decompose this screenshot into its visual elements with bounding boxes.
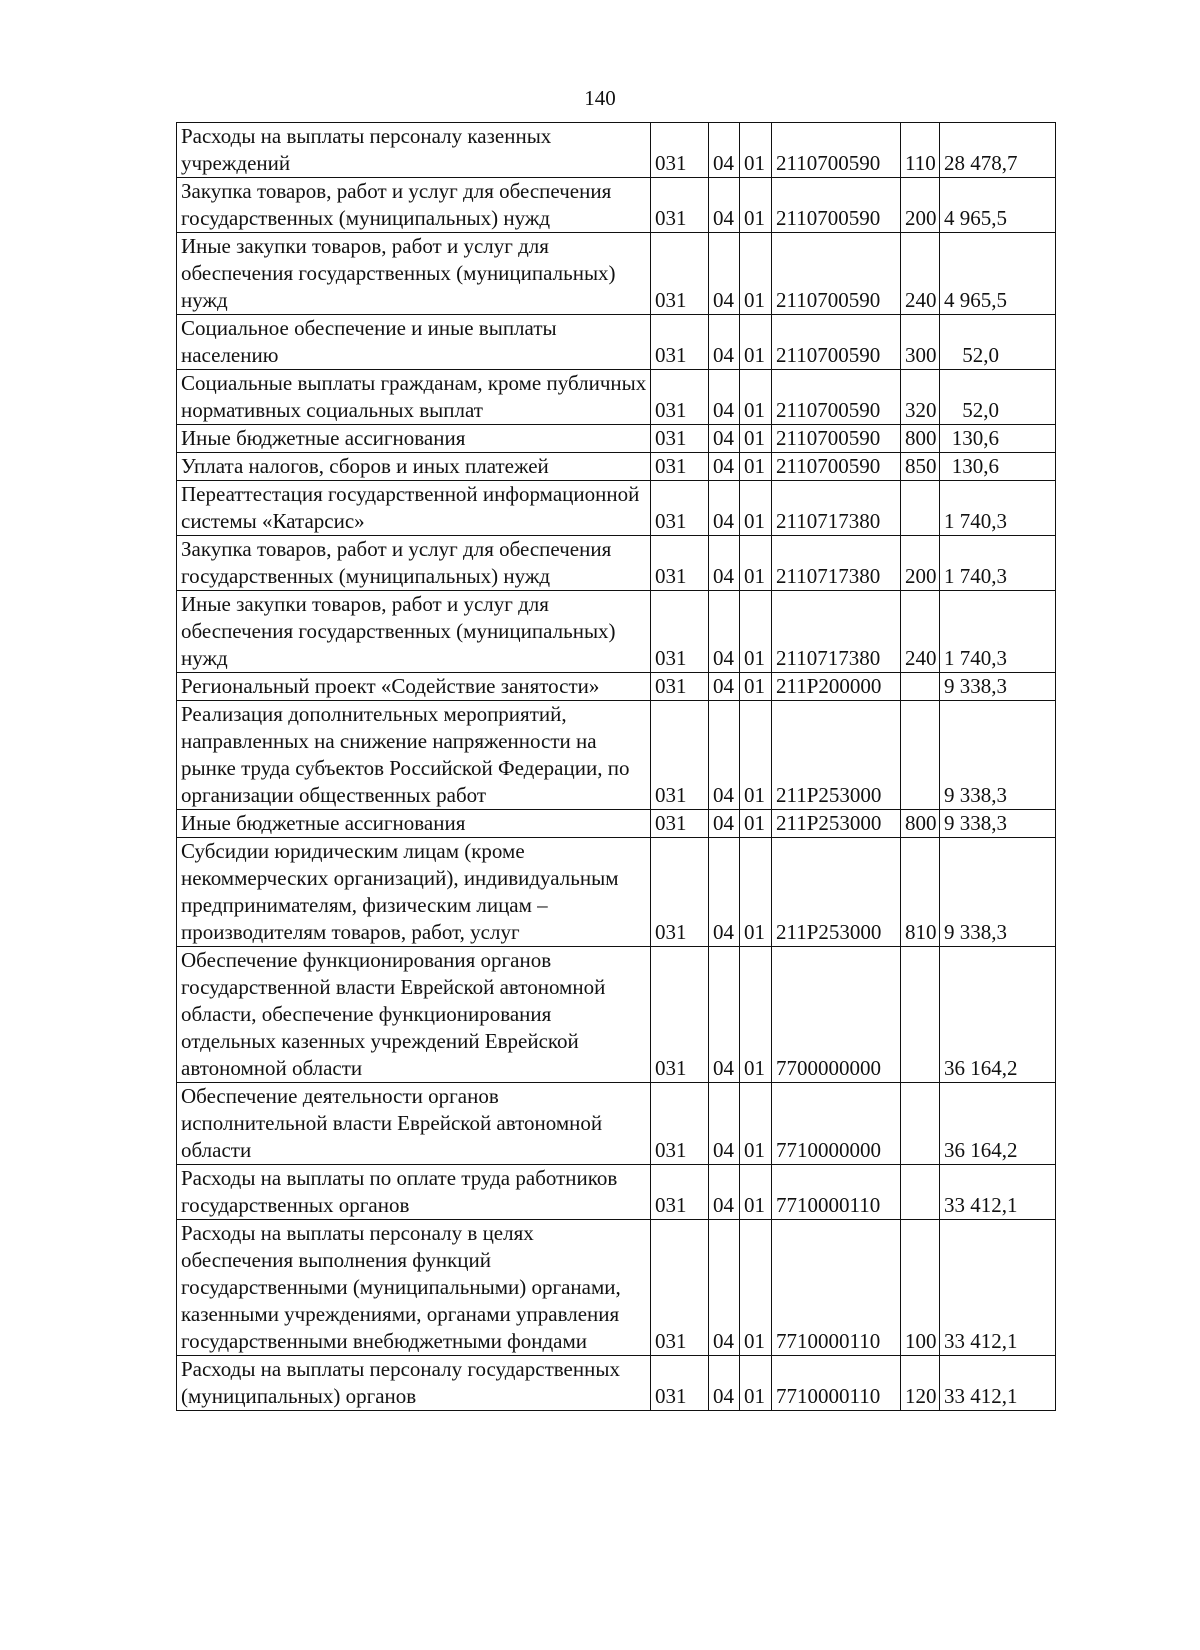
row-sum-cell: 4 965,5	[940, 178, 1056, 233]
row-csr-cell: 211P200000	[772, 673, 901, 701]
row-vr-cell: 120	[901, 1356, 940, 1411]
page-number: 140	[584, 86, 616, 110]
row-vr-cell	[901, 673, 940, 701]
row-vr-cell: 800	[901, 810, 940, 838]
row-sum-cell: 33 412,1	[940, 1165, 1056, 1220]
row-rz-cell: 04	[709, 1220, 740, 1356]
row-csr-cell: 2110700590	[772, 425, 901, 453]
row-sum-cell: 9 338,3	[940, 673, 1056, 701]
row-pr-cell: 01	[740, 1083, 772, 1165]
row-vr-cell: 850	[901, 453, 940, 481]
row-rz-cell: 04	[709, 481, 740, 536]
row-pr-cell: 01	[740, 810, 772, 838]
row-name-cell: Региональный проект «Содействие занятости»	[177, 673, 651, 701]
row-csr-cell: 2110700590	[772, 123, 901, 178]
row-name-cell: Закупка товаров, работ и услуг для обеспечения государственных (муниципальных) нужд	[177, 536, 651, 591]
row-pr-cell: 01	[740, 1356, 772, 1411]
row-csr-cell: 211P253000	[772, 701, 901, 810]
row-pr-cell: 01	[740, 947, 772, 1083]
row-rz-cell: 04	[709, 591, 740, 673]
row-pr-cell: 01	[740, 1165, 772, 1220]
row-sum-cell: 1 740,3	[940, 591, 1056, 673]
row-pr-cell: 01	[740, 1220, 772, 1356]
row-pr-cell: 01	[740, 481, 772, 536]
row-csr-cell: 211P253000	[772, 810, 901, 838]
row-sum-cell: 33 412,1	[940, 1356, 1056, 1411]
row-name-cell: Иные бюджетные ассигнования	[177, 810, 651, 838]
row-name-cell: Социальные выплаты гражданам, кроме публичных нормативных социальных выплат	[177, 370, 651, 425]
table-row	[177, 673, 1056, 701]
row-pr-cell: 01	[740, 315, 772, 370]
row-csr-cell: 2110700590	[772, 178, 901, 233]
row-csr-cell: 2110717380	[772, 536, 901, 591]
budget-table-body	[177, 123, 1056, 1411]
row-ved-cell: 031	[651, 315, 709, 370]
row-pr-cell: 01	[740, 673, 772, 701]
row-name-cell: Иные бюджетные ассигнования	[177, 425, 651, 453]
row-sum-cell: 1 740,3	[940, 481, 1056, 536]
row-vr-cell	[901, 1165, 940, 1220]
row-pr-cell: 01	[740, 536, 772, 591]
row-rz-cell: 04	[709, 701, 740, 810]
table-row	[177, 591, 1056, 673]
row-name-cell: Субсидии юридическим лицам (кроме некоммерческих организаций), индивидуальным предпринимателям, физическим лицам – производителям товаров, работ, услуг	[177, 838, 651, 947]
row-vr-cell	[901, 481, 940, 536]
row-name-cell: Социальное обеспечение и иные выплаты населению	[177, 315, 651, 370]
table-row	[177, 315, 1056, 370]
table-row	[177, 453, 1056, 481]
row-name-cell: Реализация дополнительных мероприятий, направленных на снижение напряженности на рынке труда субъектов Российской Федерации, по организации общественных работ	[177, 701, 651, 810]
row-vr-cell	[901, 701, 940, 810]
row-sum-cell: 36 164,2	[940, 947, 1056, 1083]
row-csr-cell: 2110717380	[772, 481, 901, 536]
table-row	[177, 810, 1056, 838]
row-pr-cell: 01	[740, 453, 772, 481]
row-vr-cell: 200	[901, 178, 940, 233]
row-vr-cell	[901, 1083, 940, 1165]
row-rz-cell: 04	[709, 536, 740, 591]
row-ved-cell: 031	[651, 1220, 709, 1356]
row-csr-cell: 2110700590	[772, 233, 901, 315]
table-row	[177, 947, 1056, 1083]
row-ved-cell: 031	[651, 673, 709, 701]
table-row	[177, 536, 1056, 591]
row-pr-cell: 01	[740, 701, 772, 810]
row-rz-cell: 04	[709, 673, 740, 701]
row-vr-cell: 200	[901, 536, 940, 591]
table-row	[177, 233, 1056, 315]
row-rz-cell: 04	[709, 178, 740, 233]
row-rz-cell: 04	[709, 123, 740, 178]
row-pr-cell: 01	[740, 838, 772, 947]
row-name-cell: Уплата налогов, сборов и иных платежей	[177, 453, 651, 481]
row-sum-cell: 36 164,2	[940, 1083, 1056, 1165]
row-vr-cell: 320	[901, 370, 940, 425]
row-sum-cell: 130,6	[940, 425, 1056, 453]
row-rz-cell: 04	[709, 947, 740, 1083]
row-rz-cell: 04	[709, 453, 740, 481]
row-ved-cell: 031	[651, 481, 709, 536]
row-ved-cell: 031	[651, 178, 709, 233]
row-ved-cell: 031	[651, 370, 709, 425]
row-csr-cell: 7710000110	[772, 1165, 901, 1220]
table-row	[177, 178, 1056, 233]
row-vr-cell: 240	[901, 233, 940, 315]
row-ved-cell: 031	[651, 1083, 709, 1165]
row-rz-cell: 04	[709, 425, 740, 453]
row-vr-cell: 100	[901, 1220, 940, 1356]
row-csr-cell: 7710000110	[772, 1356, 901, 1411]
row-name-cell: Расходы на выплаты персоналу в целях обеспечения выполнения функций государственными (муниципальными) органами, казенными учреждениями, органами управления государственными внебюджетными фондами	[177, 1220, 651, 1356]
row-csr-cell: 2110700590	[772, 370, 901, 425]
table-row	[177, 701, 1056, 810]
row-pr-cell: 01	[740, 370, 772, 425]
row-csr-cell: 7710000110	[772, 1220, 901, 1356]
table-row	[177, 1220, 1056, 1356]
row-ved-cell: 031	[651, 453, 709, 481]
table-row	[177, 838, 1056, 947]
row-rz-cell: 04	[709, 810, 740, 838]
row-name-cell: Переаттестация государственной информационной системы «Катарсис»	[177, 481, 651, 536]
row-sum-cell: 52,0	[940, 370, 1056, 425]
row-sum-cell: 9 338,3	[940, 701, 1056, 810]
row-rz-cell: 04	[709, 233, 740, 315]
row-name-cell: Расходы на выплаты по оплате труда работников государственных органов	[177, 1165, 651, 1220]
row-rz-cell: 04	[709, 1356, 740, 1411]
row-sum-cell: 9 338,3	[940, 810, 1056, 838]
row-vr-cell: 800	[901, 425, 940, 453]
row-ved-cell: 031	[651, 591, 709, 673]
row-vr-cell: 300	[901, 315, 940, 370]
row-csr-cell: 7710000000	[772, 1083, 901, 1165]
row-ved-cell: 031	[651, 1165, 709, 1220]
row-rz-cell: 04	[709, 1083, 740, 1165]
row-vr-cell: 110	[901, 123, 940, 178]
row-rz-cell: 04	[709, 315, 740, 370]
table-row	[177, 1165, 1056, 1220]
row-csr-cell: 2110700590	[772, 315, 901, 370]
row-name-cell: Закупка товаров, работ и услуг для обеспечения государственных (муниципальных) нужд	[177, 178, 651, 233]
row-pr-cell: 01	[740, 425, 772, 453]
row-rz-cell: 04	[709, 838, 740, 947]
table-row	[177, 370, 1056, 425]
row-vr-cell	[901, 947, 940, 1083]
row-name-cell: Расходы на выплаты персоналу государственных (муниципальных) органов	[177, 1356, 651, 1411]
table-row	[177, 1356, 1056, 1411]
row-ved-cell: 031	[651, 1356, 709, 1411]
budget-table	[176, 122, 1056, 1411]
row-pr-cell: 01	[740, 233, 772, 315]
row-ved-cell: 031	[651, 425, 709, 453]
row-pr-cell: 01	[740, 591, 772, 673]
row-ved-cell: 031	[651, 123, 709, 178]
row-ved-cell: 031	[651, 701, 709, 810]
row-ved-cell: 031	[651, 810, 709, 838]
row-name-cell: Иные закупки товаров, работ и услуг для обеспечения государственных (муниципальных) нужд	[177, 233, 651, 315]
row-name-cell: Обеспечение функционирования органов государственной власти Еврейской автономной области, обеспечение функционирования отдельных казенных учреждений Еврейской автономной области	[177, 947, 651, 1083]
row-csr-cell: 7700000000	[772, 947, 901, 1083]
table-row	[177, 425, 1056, 453]
table-row	[177, 1083, 1056, 1165]
row-ved-cell: 031	[651, 536, 709, 591]
row-rz-cell: 04	[709, 370, 740, 425]
row-ved-cell: 031	[651, 233, 709, 315]
row-vr-cell: 240	[901, 591, 940, 673]
row-sum-cell: 1 740,3	[940, 536, 1056, 591]
row-name-cell: Иные закупки товаров, работ и услуг для обеспечения государственных (муниципальных) нужд	[177, 591, 651, 673]
row-sum-cell: 52,0	[940, 315, 1056, 370]
row-ved-cell: 031	[651, 947, 709, 1083]
row-sum-cell: 4 965,5	[940, 233, 1056, 315]
row-pr-cell: 01	[740, 178, 772, 233]
row-pr-cell: 01	[740, 123, 772, 178]
table-row	[177, 481, 1056, 536]
row-name-cell: Расходы на выплаты персоналу казенных учреждений	[177, 123, 651, 178]
row-sum-cell: 130,6	[940, 453, 1056, 481]
row-name-cell: Обеспечение деятельности органов исполнительной власти Еврейской автономной области	[177, 1083, 651, 1165]
row-vr-cell: 810	[901, 838, 940, 947]
row-rz-cell: 04	[709, 1165, 740, 1220]
row-csr-cell: 2110700590	[772, 453, 901, 481]
table-row	[177, 123, 1056, 178]
row-ved-cell: 031	[651, 838, 709, 947]
row-sum-cell: 33 412,1	[940, 1220, 1056, 1356]
row-csr-cell: 211P253000	[772, 838, 901, 947]
row-csr-cell: 2110717380	[772, 591, 901, 673]
row-sum-cell: 28 478,7	[940, 123, 1056, 178]
row-sum-cell: 9 338,3	[940, 838, 1056, 947]
